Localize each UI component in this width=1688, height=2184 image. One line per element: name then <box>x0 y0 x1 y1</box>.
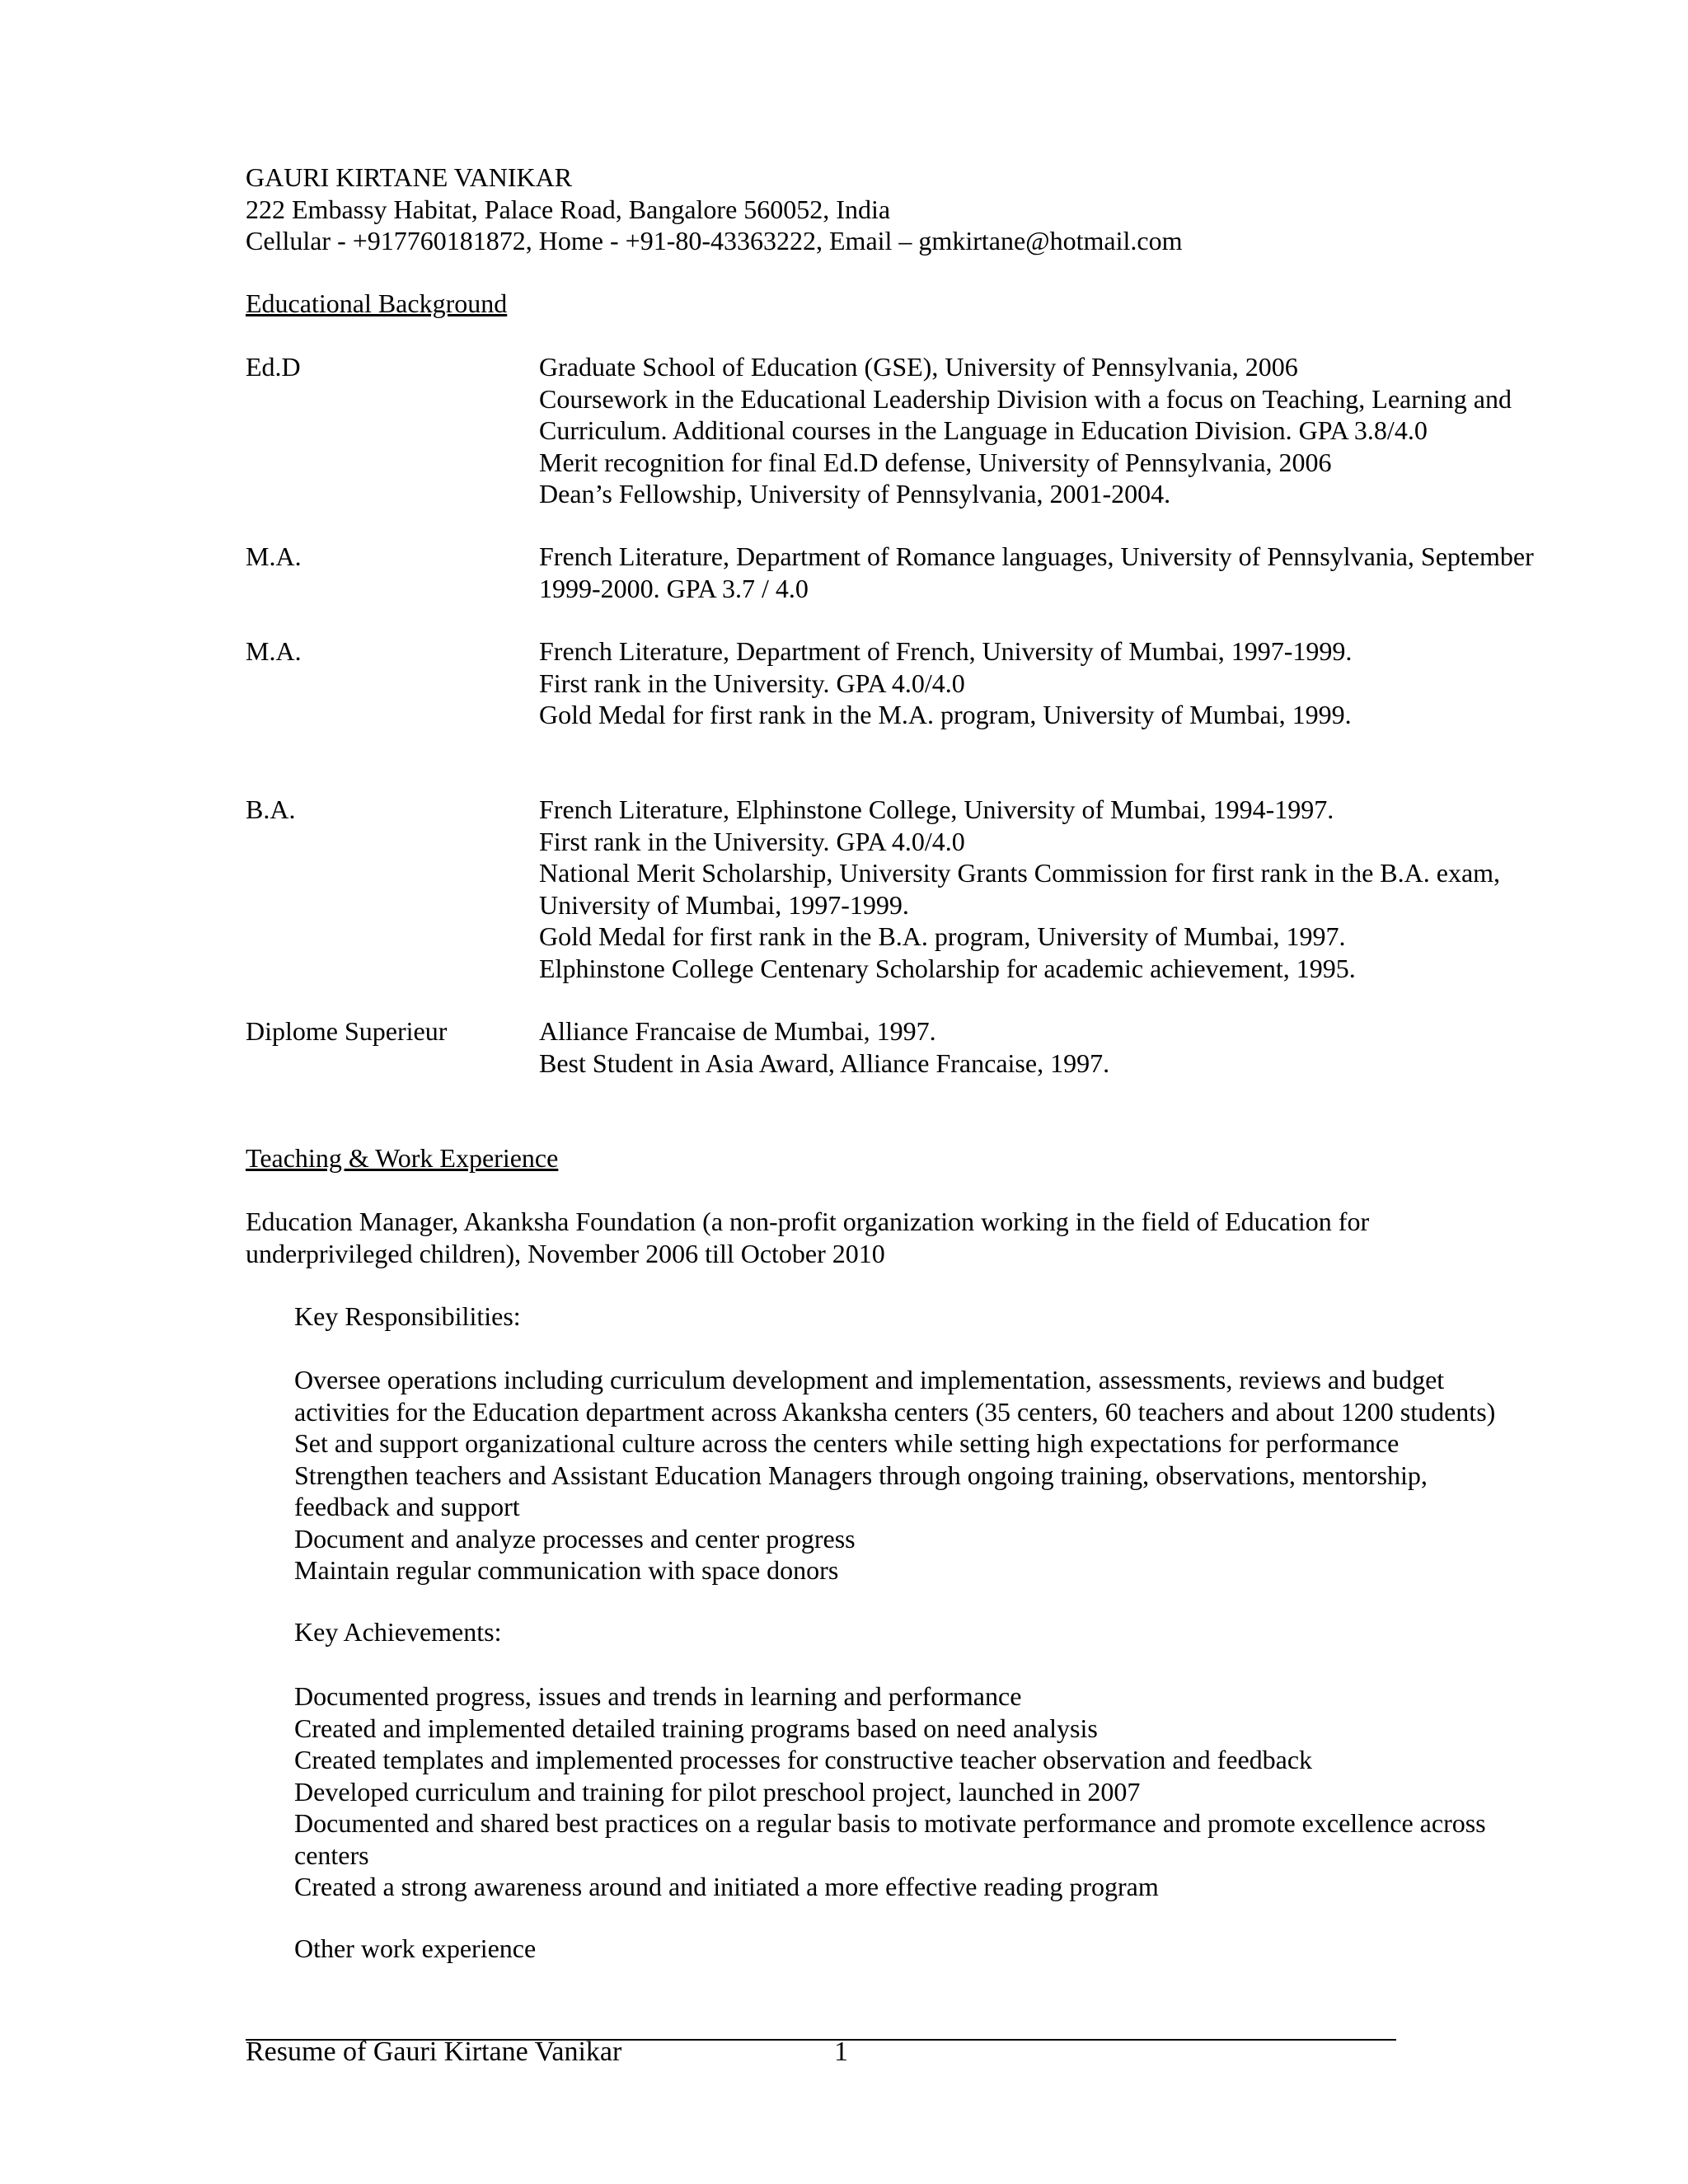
education-details <box>539 1015 1611 1079</box>
footer-title: Resume of Gauri Kirtane Vanikar <box>246 2036 622 2067</box>
achievement-line: Documented and shared best practices on a regular basis to motivate performance and promote excellence across <box>294 1808 1486 1838</box>
contact-header <box>246 162 1597 257</box>
education-degree: Diplome Superieur <box>246 1016 448 1046</box>
education-detail-line: Gold Medal for first rank in the B.A. program, University of Mumbai, 1997. <box>539 921 1346 951</box>
candidate-address: 222 Embassy Habitat, Palace Road, Bangalore 560052, India <box>246 194 891 224</box>
education-details <box>539 541 1611 604</box>
education-degree: B.A. <box>246 794 296 824</box>
education-detail-line: French Literature, Department of French, University of Mumbai, 1997-1999. <box>539 636 1353 666</box>
education-detail-line: First rank in the University. GPA 4.0/4.0 <box>539 668 965 698</box>
education-degree: Ed.D <box>246 352 301 382</box>
achievement-line: Created a strong awareness around and initiated a more effective reading program <box>294 1872 1159 1901</box>
education-detail-line: Best Student in Asia Award, Alliance Francaise, 1997. <box>539 1047 1110 1078</box>
responsibility-line: Set and support organizational culture across the centers while setting high expectations for performance <box>294 1428 1400 1458</box>
responsibility-line: feedback and support <box>294 1492 520 1521</box>
education-detail-line: Curriculum. Additional courses in the Language in Education Division. GPA 3.8/4.0 <box>539 415 1428 445</box>
education-detail-line: National Merit Scholarship, University Grants Commission for first rank in the B.A. exam, <box>539 858 1501 888</box>
job-title-line: Education Manager, Akanksha Foundation (a non-profit organization working in the field of Education for <box>246 1207 1370 1236</box>
responsibility-line: Document and analyze processes and center progress <box>294 1523 856 1554</box>
education-details <box>539 635 1611 731</box>
page-number: 1 <box>834 2036 848 2067</box>
achievement-line: Documented progress, issues and trends in learning and performance <box>294 1681 1022 1711</box>
education-detail-line: Elphinstone College Centenary Scholarship for academic achievement, 1995. <box>539 953 1356 983</box>
job-entry <box>246 1206 1597 1269</box>
achievement-line: Created templates and implemented processes for constructive teacher observation and feedback <box>294 1745 1313 1774</box>
education-details <box>539 351 1611 510</box>
job-title-line: underprivileged children), November 2006 till October 2010 <box>246 1238 885 1268</box>
responsibilities-heading: Key Responsibilities: <box>294 1301 521 1331</box>
education-detail-line: French Literature, Department of Romance languages, University of Pennsylvania, September <box>539 541 1534 571</box>
achievement-line: Created and implemented detailed training programs based on need analysis <box>294 1713 1098 1743</box>
education-detail-line: French Literature, Elphinstone College, University of Mumbai, 1994-1997. <box>539 794 1334 824</box>
candidate-name: GAURI KIRTANE VANIKAR <box>246 162 573 192</box>
responsibility-line: Strengthen teachers and Assistant Education Managers through ongoing training, observations, mentorship, <box>294 1460 1428 1490</box>
education-degree: M.A. <box>246 636 302 666</box>
achievements-heading: Key Achievements: <box>294 1617 502 1647</box>
education-detail-line: 1999-2000. GPA 3.7 / 4.0 <box>539 573 809 603</box>
responsibility-line: Oversee operations including curriculum development and implementation, assessments, reviews and budget <box>294 1365 1445 1394</box>
experience-section <box>246 1142 1597 1174</box>
education-section <box>246 288 1597 320</box>
education-details <box>539 794 1611 984</box>
education-detail-line: University of Mumbai, 1997-1999. <box>539 889 909 920</box>
education-detail-line: Dean’s Fellowship, University of Pennsylvania, 2001-2004. <box>539 479 1171 509</box>
education-degree: M.A. <box>246 541 302 571</box>
other-experience-heading: Other work experience <box>294 1933 537 1963</box>
education-detail-line: Alliance Francaise de Mumbai, 1997. <box>539 1016 936 1046</box>
education-detail-line: Merit recognition for final Ed.D defense, University of Pennsylvania, 2006 <box>539 447 1332 477</box>
education-detail-line: Gold Medal for first rank in the M.A. program, University of Mumbai, 1999. <box>539 700 1352 729</box>
education-detail-line: First rank in the University. GPA 4.0/4.0 <box>539 826 965 856</box>
education-detail-line: Coursework in the Educational Leadership Division with a focus on Teaching, Learning and <box>539 383 1512 414</box>
experience-heading: Teaching & Work Experience <box>246 1143 559 1173</box>
education-heading: Educational Background <box>246 288 508 318</box>
responsibility-line: Maintain regular communication with space donors <box>294 1555 839 1585</box>
achievement-line: Developed curriculum and training for pilot preschool project, launched in 2007 <box>294 1776 1141 1807</box>
responsibilities-list <box>294 1364 1597 1586</box>
education-detail-line: Graduate School of Education (GSE), University of Pennsylvania, 2006 <box>539 352 1298 382</box>
responsibility-line: activities for the Education department across Akanksha centers (35 centers, 60 teachers and about 1200 students) <box>294 1396 1496 1427</box>
achievements-list <box>294 1680 1597 1903</box>
candidate-contact: Cellular - +917760181872, Home - +91-80-43363222, Email – gmkirtane@hotmail.com <box>246 226 1183 255</box>
achievement-line: centers <box>294 1840 369 1870</box>
